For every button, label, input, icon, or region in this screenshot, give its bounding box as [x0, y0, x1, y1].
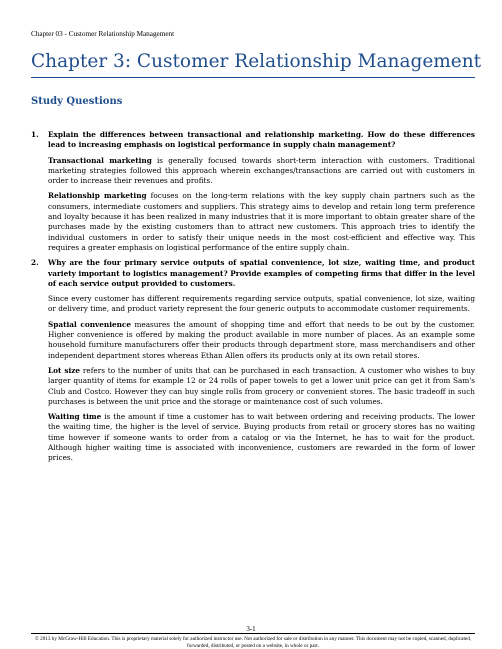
answer-body: measures the amount of shopping time and effort that needs to be out by the customer. Higher convenience is offered by making the product available in more number of places. As an example some household furniture manufacturers offer their products through department store, mass merchandisers and other independent department stores whereas Ethan Allen offers its products only at its own retail stores.	[48, 319, 475, 360]
answer-paragraph	[48, 366, 475, 407]
answer-paragraph	[48, 412, 475, 463]
answer-term: Relationship marketing	[48, 191, 147, 201]
running-header: Chapter 03 - Customer Relationship Management	[31, 30, 175, 38]
answer-term: Transactional marketing	[48, 155, 152, 165]
answer-body: is the amount if time a customer has to wait between ordering and receiving products. The lower the waiting time, the higher is the level of service. Buying products from retail or grocery stores has no waiting time however if someone wants to order from a catalog or via the Internet, he has to wait for the product. Although higher waiting time is associated with inconvenience, customers are rewarded in the form of lower prices.	[48, 412, 475, 463]
study-questions	[31, 130, 475, 469]
question-number: 1.	[31, 130, 39, 139]
answer-term: Spatial convenience	[48, 319, 132, 329]
answer-body: is generally focused towards short-term interaction with customers. Traditional marketing strategies followed this approach wherein exchanges/transactions are carried out with customers in order to increase their revenues and profits.	[48, 155, 476, 186]
section-heading: Study Questions	[31, 96, 123, 107]
question-number: 2.	[31, 258, 39, 268]
answer-body: focuses on the long-term relations with the key supply chain partners such as the consumers, intermediate customers and suppliers. This strategy aims to develop and retain long term preference and loyalty because it has been realized in many industries that it is more important to obtain greater share of the purchases made by the existing customers than to attract new customers. This approach tries to identify the individual customers in order to satisfy their unique needs in the most cost-efficient and effective way. This requires a greater emphasis on logistical performance of the entire supply chain.	[48, 191, 476, 252]
answer-paragraph	[48, 320, 475, 361]
question-text: Explain the differences between transactional and relationship marketing. How do these differences lead to increasing emphasis on logistical performance in supply chain management?	[48, 130, 475, 150]
question-1	[31, 130, 475, 151]
footer-divider	[31, 633, 475, 634]
question-2	[31, 258, 475, 289]
copyright-notice: © 2013 by McGraw-Hill Education. This is proprietary material solely for authorized instructor use. Not authorized for sale or distribution in any manner. This document may not be copied, scanned, duplicated, forwarded, distributed, or posted on a website, in whole or part.	[34, 636, 472, 649]
page-number: 3-1	[246, 625, 256, 633]
chapter-title: Chapter 3: Customer Relationship Management	[31, 50, 475, 78]
answer-body: refers to the number of units that can be purchased in each transaction. A customer who wishes to buy larger quantity of items for example 12 or 24 rolls of paper towels to get a lower unit price can get it from Sam's Club and Costco. However they can buy single rolls from grocery or convenient stores. The basic tradeoff in such purchases is between the unit price and the storage or maintenance cost of such volumes.	[48, 365, 475, 406]
answer-paragraph	[48, 191, 475, 253]
question-text: Why are the four primary service outputs of spatial convenience, lot size, waiting time, and product variety important to logistics management? Provide examples of competing firms that differ in the level of each service output provided to customers.	[48, 258, 475, 288]
answer-body: Since every customer has different requirements regarding service outputs, spatial convenience, lot size, waiting or delivery time, and product variety represent the four generic outputs to accommodate customer requirements.	[48, 294, 475, 314]
answer-term: Waiting time	[48, 412, 102, 422]
answer-term: Lot size	[48, 365, 81, 375]
answer-paragraph	[48, 294, 475, 315]
answer-paragraph	[48, 156, 475, 187]
